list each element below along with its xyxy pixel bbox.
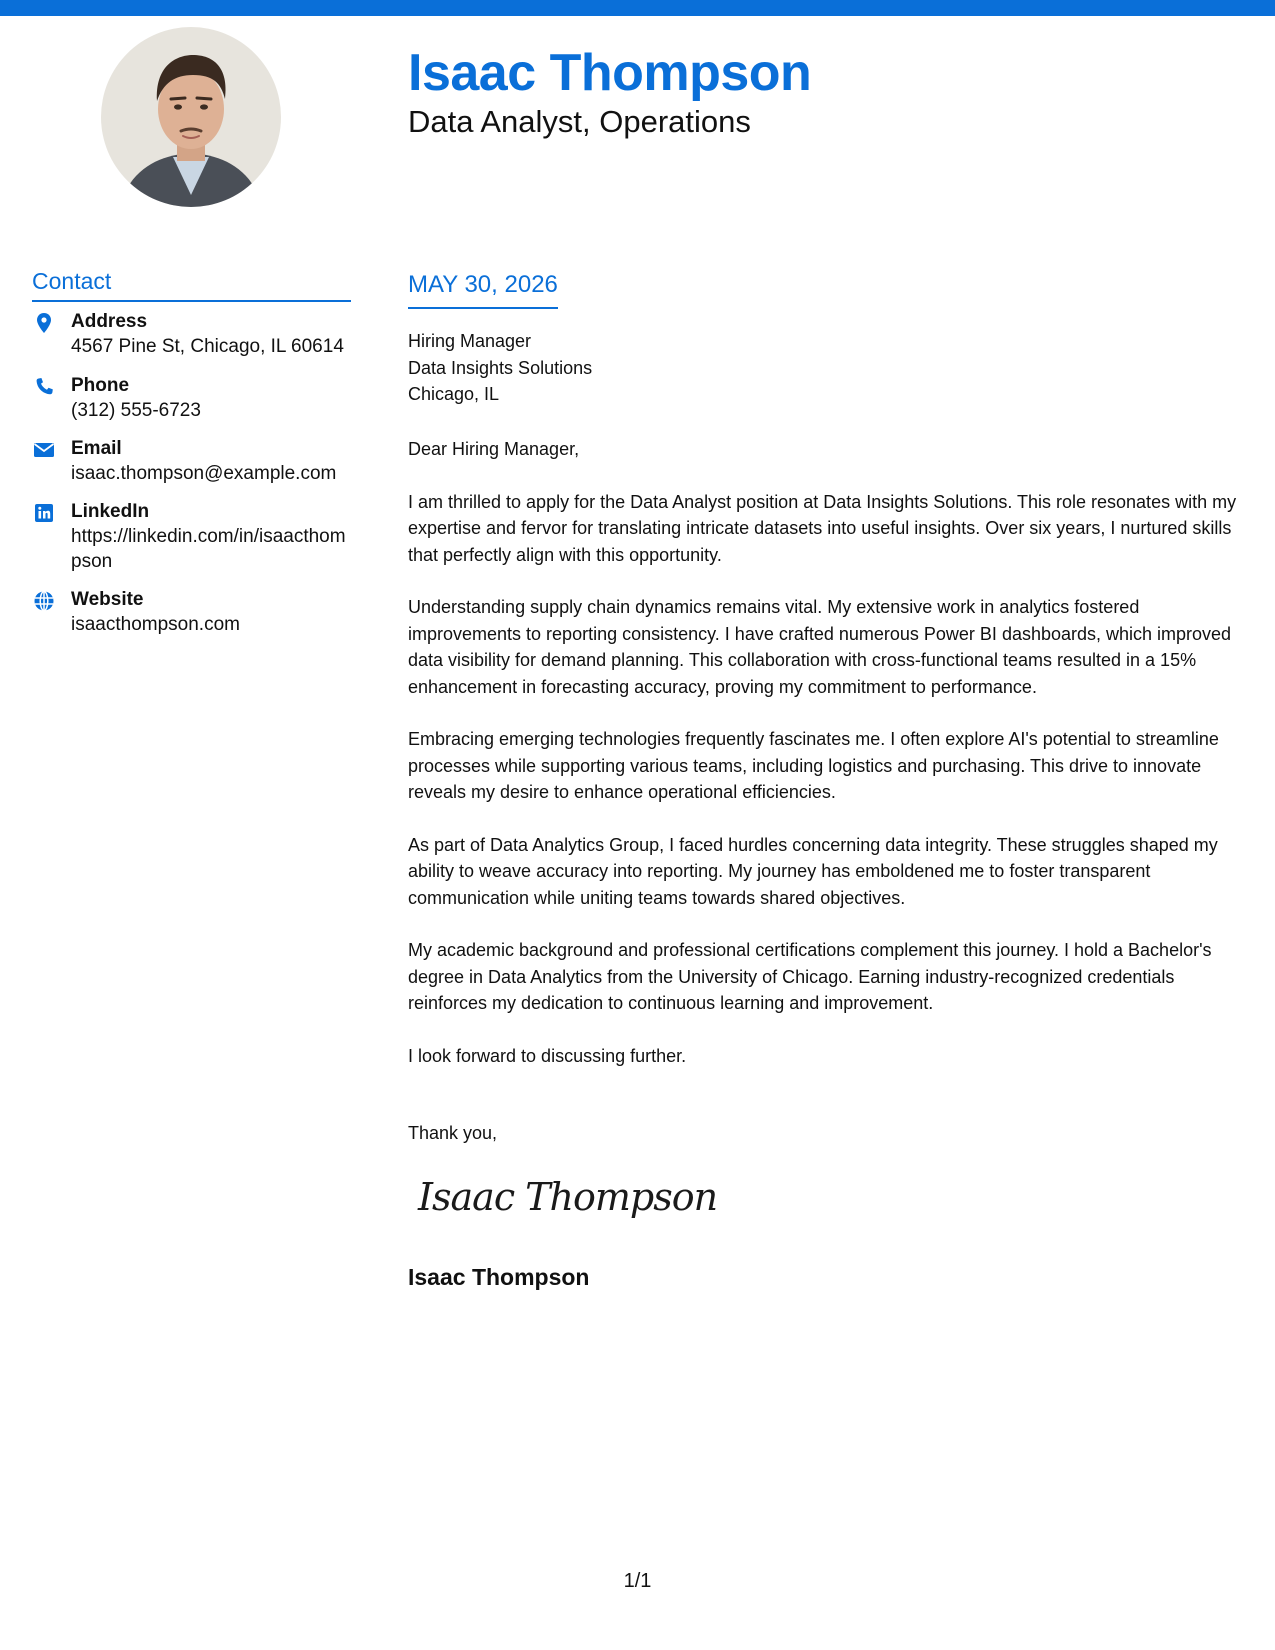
recipient-block: [408, 328, 592, 408]
letter-paragraph: Understanding supply chain dynamics remains vital. My extensive work in analytics fostered improvements to reporting consistency. I have crafted numerous Power BI dashboards, which improved data visibility for demand planning. This collaboration with cross-functional teams resulted in a 15% enhancement in forecasting accuracy, proving my commitment to performance.: [408, 597, 1232, 697]
contact-label: Address: [71, 311, 148, 332]
page-number: 1/1: [623, 1570, 652, 1592]
handwritten-signature: Isaac Thompson: [418, 1175, 718, 1219]
phone-value: (312) 555-6723: [71, 400, 201, 421]
letter-date: MAY 30, 2026: [408, 269, 558, 309]
profile-photo: [101, 27, 281, 207]
contact-label: LinkedIn: [71, 501, 150, 522]
closing: Thank you,: [408, 1123, 498, 1143]
recipient-location: Chicago, IL: [408, 384, 500, 404]
linkedin-icon: [32, 501, 56, 525]
letter-paragraph: As part of Data Analytics Group, I faced hurdles concerning data integrity. These struggles shaped my ability to weave accuracy into reporting. My journey has emboldened me to foster transparent communication while uniting teams towards shared objectives.: [408, 834, 1218, 908]
signer-name: Isaac Thompson: [408, 1264, 590, 1290]
candidate-role: Data Analyst, Operations: [408, 104, 751, 139]
recipient-title: Hiring Manager: [408, 331, 532, 351]
linkedin-value[interactable]: https://linkedin.com/in/isaacthompson: [71, 526, 346, 572]
phone-icon: [32, 375, 56, 399]
letter-paragraph: Embracing emerging technologies frequently fascinates me. I often explore AI's potential to streamline processes while supporting various teams, including logistics and purchasing. This drive to innovate reveals my desire to enhance operational efficiencies.: [408, 729, 1219, 802]
candidate-name: Isaac Thompson: [408, 44, 812, 102]
address-value: 4567 Pine St, Chicago, IL 60614: [71, 336, 344, 357]
location-pin-icon: [32, 311, 56, 335]
email-value[interactable]: isaac.thompson@example.com: [71, 463, 337, 484]
letter-paragraph: I am thrilled to apply for the Data Analyst position at Data Insights Solutions. This role resonates with my expertise and fervor for translating intricate datasets into useful insights. Over six years, I nurtured skills that perfectly align with this opportunity.: [408, 491, 1237, 565]
letter-paragraph: My academic background and professional certifications complement this journey. I hold a Bachelor's degree in Data Analytics from the University of Chicago. Earning industry-recognized credentials reinforces my dedication to continuous learning and improvement.: [408, 940, 1212, 1013]
letter-body: [408, 436, 1253, 1095]
recipient-company: Data Insights Solutions: [408, 357, 593, 378]
letter-paragraph: I look forward to discussing further.: [408, 1045, 687, 1066]
contact-heading: Contact: [32, 266, 351, 302]
contact-label: Website: [71, 589, 144, 610]
website-value[interactable]: isaacthompson.com: [71, 614, 240, 635]
contact-label: Phone: [71, 375, 130, 396]
top-accent-bar: [0, 0, 1275, 16]
email-icon: [32, 438, 56, 462]
contact-label: Email: [71, 438, 122, 459]
salutation: Dear Hiring Manager,: [408, 439, 580, 459]
globe-icon: [32, 589, 56, 613]
